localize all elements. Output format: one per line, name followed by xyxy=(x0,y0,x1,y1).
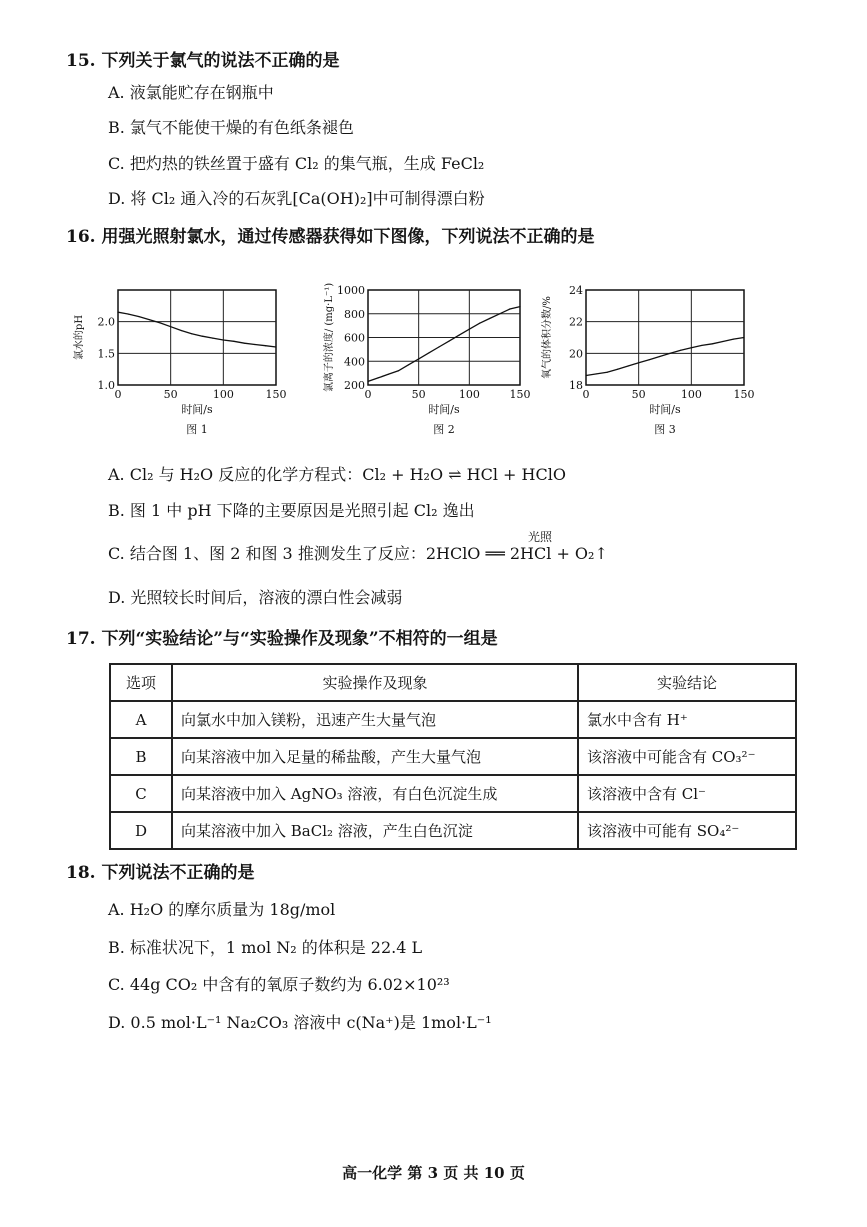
data-point xyxy=(428,352,429,353)
y-axis-label: 氯离子的浓度/ (mg·L⁻¹) xyxy=(324,282,335,393)
series-line xyxy=(368,307,520,382)
q15-option-d: D. 将 Cl₂ 通入冷的石灰乳[Ca(OH)₂]中可制得漂白粉 xyxy=(108,189,485,208)
data-point xyxy=(722,341,723,342)
row-option: C xyxy=(110,775,172,812)
q16-reaction-condition: 光照 xyxy=(528,530,553,544)
x-axis-label: 时间/s xyxy=(649,403,681,416)
q16-option-c: C. 结合图 1、图 2 和图 3 推测发生了反应：2HClO ══ 2HCl + O₂↑ xyxy=(108,544,608,563)
table-row xyxy=(110,738,796,775)
data-point xyxy=(701,345,702,346)
data-point xyxy=(367,381,368,382)
data-point xyxy=(223,339,224,340)
data-point xyxy=(680,350,681,351)
x-tick-label: 150 xyxy=(265,388,287,401)
data-point xyxy=(438,346,439,347)
data-point xyxy=(691,347,692,348)
data-point xyxy=(128,313,129,314)
data-point xyxy=(149,319,150,320)
chart-3-svg xyxy=(542,280,770,445)
data-point xyxy=(170,326,171,327)
row-conclusion: 该溶液中可能有 SO₄²⁻ xyxy=(578,812,796,849)
q18-option-c: C. 44g CO₂ 中含有的氧原子数约为 6.02×10²³ xyxy=(108,975,450,994)
data-point xyxy=(275,346,276,347)
question-16-title: 16. 用强光照射氯水，通过传感器获得如下图像，下列说法不正确的是 xyxy=(66,227,595,247)
data-point xyxy=(212,338,213,339)
data-point xyxy=(733,338,734,339)
data-point xyxy=(160,322,161,323)
x-axis-label: 时间/s xyxy=(428,403,460,416)
question-17-title: 17. 下列“实验结论”与“实验操作及现象”不相符的一组是 xyxy=(66,629,498,649)
data-point xyxy=(499,313,500,314)
x-tick-label: 150 xyxy=(733,388,755,401)
data-point xyxy=(459,335,460,336)
table-header-row xyxy=(110,664,796,701)
data-point xyxy=(638,362,639,363)
y-tick-label: 1.0 xyxy=(97,379,115,392)
data-point xyxy=(233,341,234,342)
header-option: 选项 xyxy=(110,664,172,701)
x-tick-label: 100 xyxy=(680,388,702,401)
data-point xyxy=(244,343,245,344)
x-tick-label: 50 xyxy=(163,388,178,401)
y-tick-label: 400 xyxy=(344,355,365,369)
data-point xyxy=(181,330,182,331)
data-point xyxy=(418,358,419,359)
q15-option-b: B. 氯气不能使干燥的有色纸条褪色 xyxy=(108,118,354,137)
experiment-table xyxy=(109,663,797,850)
header-operation: 实验操作及现象 xyxy=(172,664,578,701)
table-row xyxy=(110,812,796,849)
data-point xyxy=(712,343,713,344)
data-point xyxy=(138,316,139,317)
plot-frame xyxy=(118,290,276,385)
data-point xyxy=(489,318,490,319)
data-point xyxy=(448,340,449,341)
row-option: D xyxy=(110,812,172,849)
y-tick-label: 1000 xyxy=(337,284,365,297)
series-line xyxy=(586,338,744,376)
data-point xyxy=(585,375,586,376)
y-tick-label: 800 xyxy=(344,307,365,321)
data-point xyxy=(649,359,650,360)
chart-1-svg xyxy=(70,280,290,445)
data-point xyxy=(254,344,255,345)
y-tick-label: 20 xyxy=(569,347,583,361)
page-footer: 高一化学 第 3 页 共 10 页 xyxy=(342,1164,525,1182)
data-point xyxy=(117,312,118,313)
chart-caption: 图 1 xyxy=(186,423,208,436)
q15-option-c: C. 把灼热的铁丝置于盛有 Cl₂ 的集气瓶，生成 FeCl₂ xyxy=(108,154,485,173)
question-18-title: 18. 下列说法不正确的是 xyxy=(66,863,255,883)
data-point xyxy=(659,356,660,357)
y-tick-label: 18 xyxy=(569,379,583,392)
y-axis-label: 氯水的pH xyxy=(74,314,85,361)
q18-option-d: D. 0.5 mol·L⁻¹ Na₂CO₃ 溶液中 c(Na⁺)是 1mol·L⁻¹ xyxy=(108,1013,492,1032)
question-15-title: 15. 下列关于氯气的说法不正确的是 xyxy=(66,51,340,71)
plot-frame xyxy=(586,290,744,385)
data-point xyxy=(191,333,192,334)
y-tick-label: 24 xyxy=(569,284,583,297)
row-operation: 向某溶液中加入足量的稀盐酸，产生大量气泡 xyxy=(172,738,578,775)
q18-option-b: B. 标准状况下，1 mol N₂ 的体积是 22.4 L xyxy=(108,938,423,957)
data-point xyxy=(388,374,389,375)
x-tick-label: 100 xyxy=(212,388,234,401)
x-tick-label: 0 xyxy=(114,388,122,401)
data-point xyxy=(398,370,399,371)
row-option: B xyxy=(110,738,172,775)
y-tick-label: 1.5 xyxy=(97,347,115,361)
chart-caption: 图 2 xyxy=(433,423,455,436)
data-point xyxy=(596,373,597,374)
y-tick-label: 22 xyxy=(569,315,583,329)
data-point xyxy=(519,306,520,307)
x-tick-label: 50 xyxy=(631,388,646,401)
x-tick-label: 100 xyxy=(458,388,480,401)
row-operation: 向某溶液中加入 AgNO₃ 溶液，有白色沉淀生成 xyxy=(172,775,578,812)
chart-caption: 图 3 xyxy=(654,423,676,436)
x-tick-label: 150 xyxy=(509,388,531,401)
table-row xyxy=(110,775,796,812)
row-operation: 向某溶液中加入 BaCl₂ 溶液，产生白色沉淀 xyxy=(172,812,578,849)
row-conclusion: 该溶液中含有 Cl⁻ xyxy=(578,775,796,812)
chart-2-svg xyxy=(312,280,542,445)
data-point xyxy=(265,345,266,346)
x-tick-label: 50 xyxy=(411,388,426,401)
row-conclusion: 该溶液中可能含有 CO₃²⁻ xyxy=(578,738,796,775)
x-tick-label: 0 xyxy=(582,388,590,401)
data-point xyxy=(670,353,671,354)
data-point xyxy=(617,369,618,370)
series-line xyxy=(118,312,276,347)
data-point xyxy=(378,377,379,378)
x-axis-label: 时间/s xyxy=(181,403,213,416)
data-point xyxy=(202,336,203,337)
q18-option-a: A. H₂O 的摩尔质量为 18g/mol xyxy=(108,900,336,919)
y-tick-label: 200 xyxy=(344,379,365,392)
row-option: A xyxy=(110,701,172,738)
data-point xyxy=(606,372,607,373)
y-tick-label: 600 xyxy=(344,331,365,345)
x-tick-label: 0 xyxy=(364,388,372,401)
y-tick-label: 2.0 xyxy=(97,315,115,329)
data-point xyxy=(479,323,480,324)
data-point xyxy=(408,364,409,365)
data-point xyxy=(628,365,629,366)
y-axis-label: 氧气的体积分数/% xyxy=(542,296,553,379)
data-point xyxy=(509,308,510,309)
q16-option-a: A. Cl₂ 与 H₂O 反应的化学方程式：Cl₂ + H₂O ⇌ HCl + HClO xyxy=(108,465,566,484)
q15-option-a: A. 液氯能贮存在钢瓶中 xyxy=(108,83,274,102)
chart-figure-2 xyxy=(312,280,542,449)
data-point xyxy=(743,337,744,338)
row-operation: 向氯水中加入镁粉，迅速产生大量气泡 xyxy=(172,701,578,738)
row-conclusion: 氯水中含有 H⁺ xyxy=(578,701,796,738)
chart-figure-1 xyxy=(70,280,290,449)
header-conclusion: 实验结论 xyxy=(578,664,796,701)
data-point xyxy=(469,329,470,330)
q16-option-d: D. 光照较长时间后，溶液的漂白性会减弱 xyxy=(108,588,403,607)
q16-option-b: B. 图 1 中 pH 下降的主要原因是光照引起 Cl₂ 逸出 xyxy=(108,501,475,520)
chart-figure-3 xyxy=(542,280,770,449)
table-row xyxy=(110,701,796,738)
